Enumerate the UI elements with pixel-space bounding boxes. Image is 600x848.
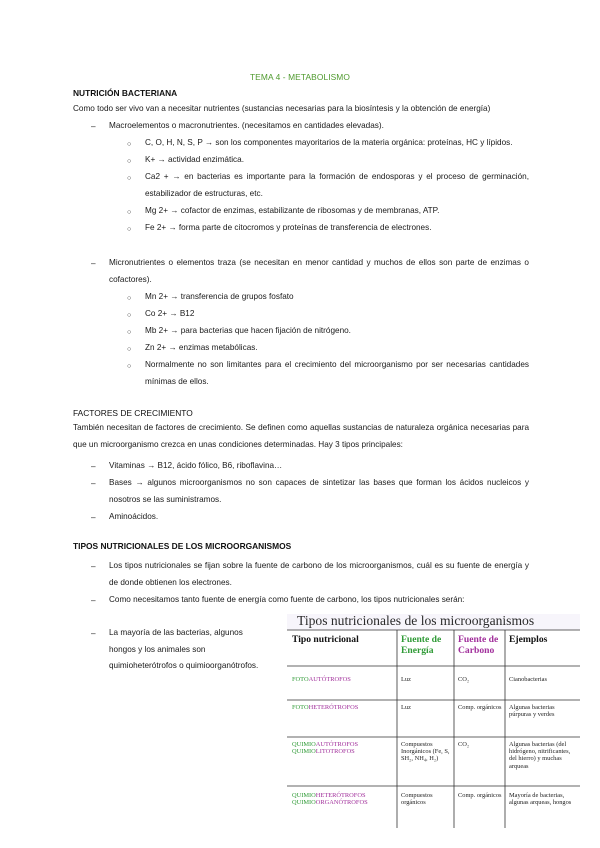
micro-item: Normalmente no son limitantes para el crecimiento del microorganismo por ser necesarias cantidades mínimas de ellos. (145, 360, 529, 386)
bullet-icon: ○ (127, 363, 132, 370)
tipos-item: Como necesitamos tanto fuente de energía como fuente de carbono, los tipos nutricionales serán: (109, 595, 465, 604)
dash-icon: – (91, 122, 96, 131)
factores-item: Aminoácidos. (109, 512, 159, 521)
bullet-icon: ○ (127, 141, 132, 148)
macro-item: Ca2 + → en bacterias es importante para la formación de endosporas y el proceso de germinación, estabilizador de estructuras, etc. (145, 172, 529, 198)
micro-item: Zn 2+ → enzimas metabólicas. (145, 343, 258, 352)
header-tipo: Tipo nutricional (292, 634, 359, 645)
factores-item: Bases → algunos microorganismos no son capaces de sintetizar las bases que forman los ácidos nucleicos y nosotros se las suministramos. (109, 478, 529, 504)
macro-item: Mg 2+ → cofactor de enzimas, estabilizante de ribosomas y de membranas, ATP. (145, 206, 440, 215)
bullet-icon: ○ (127, 295, 132, 302)
bullet-icon: ○ (127, 346, 132, 353)
macro-item: K+ → actividad enzimática. (145, 155, 244, 164)
header-energia: Fuente de Energía (401, 634, 442, 656)
header-ejemplos: Ejemplos (509, 634, 548, 645)
macro-item: C, O, H, N, S, P → son los componentes mayoritarios de la materia orgánica: proteínas, HC y lípidos. (145, 138, 513, 147)
table-title: Tipos nutricionales de los microorganismos (297, 614, 535, 628)
bullet-icon: ○ (127, 158, 132, 165)
nutricion-intro: Como todo ser vivo van a necesitar nutrientes (sustancias necesarias para la biosíntesis y la obtención de energía) (73, 104, 491, 113)
section-heading-factores: FACTORES DE CRECIMIENTO (73, 408, 193, 418)
table-cell-tipo: QUIMIOHETERÓTROFOS QUIMIOORGANÓTROFOS (292, 792, 368, 807)
dash-icon: – (91, 259, 96, 268)
micro-label: Micronutrientes o elementos traza (se necesitan en menor cantidad y muchos de ellos son parte de enzimas o cofactores). (109, 258, 529, 284)
table-cell: CO₂ (458, 676, 470, 683)
tipos-item: La mayoría de las bacterias, algunos hongos y los animales son quimioheterótrofos o quimioorganótrofos. (109, 628, 259, 671)
dash-icon: – (91, 562, 96, 571)
factores-intro: También necesitan de factores de crecimiento. Se definen como aquellas sustancias de naturaleza orgánica necesarias para que un microorganismo crezca en unas condiciones determinadas. Hay 3 tipos principales: (73, 423, 529, 449)
table-cell: CO₂ (458, 741, 470, 748)
table-cell: Comp. orgánicos (458, 792, 502, 799)
header-carbono: Fuente de Carbono (458, 634, 499, 656)
table-cell: Comp. orgánicos (458, 704, 502, 711)
micro-item: Mn 2+ → transferencia de grupos fosfato (145, 292, 294, 301)
dash-icon: – (91, 629, 96, 638)
nutritional-types-table (287, 614, 580, 828)
section-heading-nutricion: NUTRICIÓN BACTERIANA (73, 88, 178, 98)
section-heading-tipos: TIPOS NUTRICIONALES DE LOS MICROORGANISMOS (73, 541, 292, 551)
table-cell: Compuestos orgánicos (401, 792, 433, 807)
factores-item: Vitaminas → B12, ácido fólico, B6, riboflavina… (109, 461, 283, 470)
table-cell: Cianobacterias (509, 676, 547, 683)
macro-item: Fe 2+ → forma parte de citocromos y proteínas de transferencia de electrones. (145, 223, 432, 232)
bullet-icon: ○ (127, 226, 132, 233)
bullet-icon: ○ (127, 175, 132, 182)
table-cell: Luz (401, 704, 411, 711)
macro-label: Macroelementos o macronutrientes. (necesitamos en cantidades elevadas). (109, 121, 384, 130)
table-cell-tipo: QUIMIOAUTÓTROFOS QUIMIOLITOTROFOS (292, 741, 359, 756)
tipos-item: Los tipos nutricionales se fijan sobre la fuente de carbono de los microorganismos, cuál es su fuente de energía y de donde obtienen los electrones. (109, 561, 529, 587)
table-cell: Luz (401, 676, 411, 683)
table-cell: Algunas bacterias púrpuras y verdes (509, 704, 555, 719)
page-title: TEMA 4 - METABOLISMO (249, 72, 351, 82)
dash-icon: – (91, 462, 96, 471)
table-cell: Mayoría de bacterias, algunas arqueas, hongos (509, 792, 572, 807)
micro-item: Mb 2+ → para bacterias que hacen fijación de nitrógeno. (145, 326, 351, 335)
table-cell: Algunas bacterias (del hidrógeno, nitrificantes, del hierro) y muchas arqueas (509, 741, 571, 770)
bullet-icon: ○ (127, 209, 132, 216)
dash-icon: – (91, 479, 96, 488)
micro-item: Co 2+ → B12 (145, 309, 195, 318)
bullet-icon: ○ (127, 312, 132, 319)
dash-icon: – (91, 513, 96, 522)
table-cell-tipo: FOTOHETERÓTROFOS (292, 704, 359, 711)
bullet-icon: ○ (127, 329, 132, 336)
table-cell: Compuestos Inorgánicos (Fe, S, SH₂, NH₄, H₂) (401, 741, 450, 763)
dash-icon: – (91, 596, 96, 605)
table-cell-tipo: FOTOAUTÓTROFOS (292, 676, 351, 683)
